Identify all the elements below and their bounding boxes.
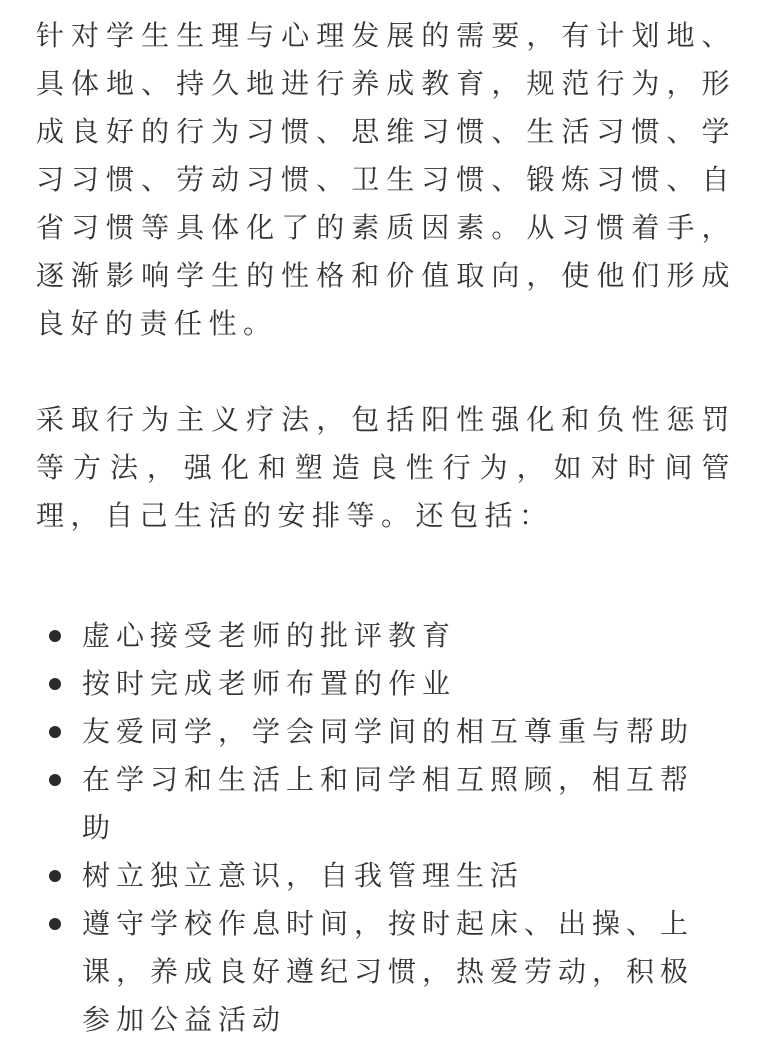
paragraph: 针对学生生理与心理发展的需要，有计划地、具体地、持久地进行养成教育，规范行为，形成良好的行为习惯、思维习惯、生活习惯、学习习惯、劳动习惯、卫生习惯、锻炼习惯、自省习惯等具体化了的素质因素。从习惯着手，逐渐影响学生的性格和价值取向，使他们形成良好的责任性。 xyxy=(36,19,736,340)
bullet-icon xyxy=(49,726,61,738)
list-item xyxy=(82,708,736,756)
bullet-icon xyxy=(49,918,61,930)
paragraph: 采取行为主义疗法，包括阳性强化和负性惩罚等方法，强化和塑造良性行为，如对时间管理，自己生活的安排等。还包括： xyxy=(36,403,736,532)
list-item xyxy=(82,756,736,852)
list-item-text: 虚心接受老师的批评教育 xyxy=(82,619,457,652)
bullet-icon xyxy=(49,870,61,882)
bullet-icon xyxy=(49,774,61,786)
list-item-text: 树立独立意识，自我管理生活 xyxy=(82,859,525,892)
list-item-text: 在学习和生活上和同学相互照顾，相互帮助 xyxy=(82,763,695,844)
list-item-text: 按时完成老师布置的作业 xyxy=(82,667,457,700)
bullet-list xyxy=(36,612,736,1044)
list-item xyxy=(82,612,736,660)
list-item xyxy=(82,660,736,708)
list-item xyxy=(82,852,736,900)
list-item-text: 遵守学校作息时间，按时起床、出操、上课，养成良好遵纪习惯，热爱劳动，积极参加公益活动 xyxy=(82,907,695,1036)
bullet-icon xyxy=(49,678,61,690)
list-item xyxy=(82,900,736,1044)
bullet-icon xyxy=(49,630,61,642)
list-item-text: 友爱同学，学会同学间的相互尊重与帮助 xyxy=(82,715,695,748)
